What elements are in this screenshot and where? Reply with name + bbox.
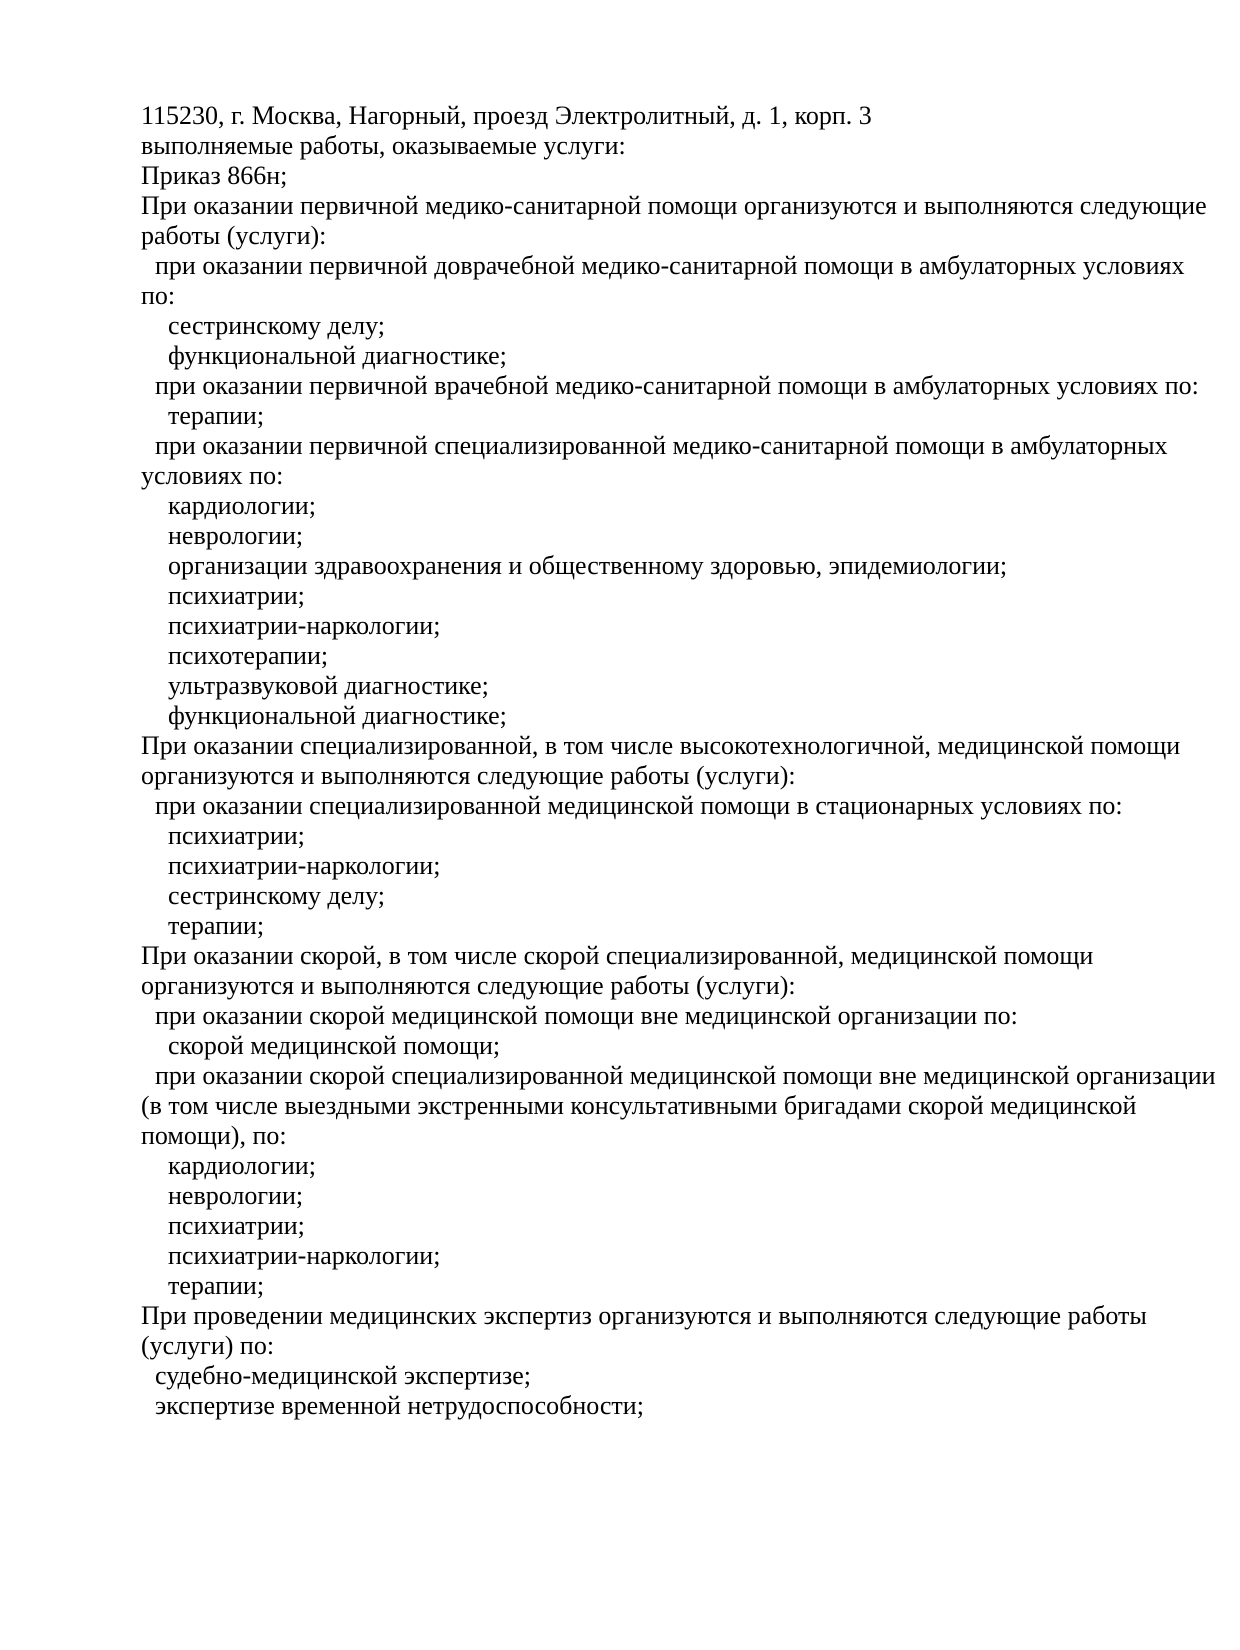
document-line: При оказании скорой, в том числе скорой специализированной, медицинской помощи	[141, 941, 1094, 970]
document-line: работы (услуги):	[141, 221, 327, 250]
document-line: условиях по:	[141, 461, 284, 490]
document-line: психиатрии-наркологии;	[168, 851, 441, 880]
document-line: психиатрии-наркологии;	[168, 611, 441, 640]
document-line: организуются и выполняются следующие работы (услуги):	[141, 761, 796, 790]
document-line: психиатрии-наркологии;	[168, 1241, 441, 1270]
document-line: при оказании первичной врачебной медико-санитарной помощи в амбулаторных условиях по:	[155, 371, 1199, 400]
document-line: сестринскому делу;	[168, 311, 386, 340]
document-line: при оказании первичной специализированной медико-санитарной помощи в амбулаторных	[155, 431, 1168, 460]
document-text-block	[141, 101, 1216, 1421]
document-line: психиатрии;	[168, 1211, 305, 1240]
document-line: при оказании специализированной медицинской помощи в стационарных условиях по:	[155, 791, 1123, 820]
document-line: При оказании первичной медико-санитарной помощи организуются и выполняются следующие	[141, 191, 1207, 220]
document-line: при оказании первичной доврачебной медико-санитарной помощи в амбулаторных условиях	[155, 251, 1185, 280]
document-line: экспертизе временной нетрудоспособности;	[155, 1391, 644, 1420]
document-line: При проведении медицинских экспертиз организуются и выполняются следующие работы	[141, 1301, 1147, 1330]
document-line: при оказании скорой специализированной медицинской помощи вне медицинской организации	[155, 1061, 1216, 1090]
document-line: организуются и выполняются следующие работы (услуги):	[141, 971, 796, 1000]
document-line: ультразвуковой диагностике;	[168, 671, 489, 700]
document-line: функциональной диагностике;	[168, 341, 507, 370]
document-line: Приказ 866н;	[141, 161, 288, 190]
document-line: терапии;	[168, 401, 265, 430]
document-line: неврологии;	[168, 1181, 304, 1210]
document-line: психиатрии;	[168, 581, 305, 610]
document-line: кардиологии;	[168, 491, 316, 520]
document-line: неврологии;	[168, 521, 304, 550]
document-line: скорой медицинской помощи;	[168, 1031, 501, 1060]
document-line: помощи), по:	[141, 1121, 287, 1150]
document-line: выполняемые работы, оказываемые услуги:	[141, 131, 626, 160]
document-line: судебно-медицинской экспертизе;	[155, 1361, 532, 1390]
document-line: по:	[141, 281, 176, 310]
document-line: психиатрии;	[168, 821, 305, 850]
document-line: психотерапии;	[168, 641, 329, 670]
document-line: кардиологии;	[168, 1151, 316, 1180]
document-line: При оказании специализированной, в том числе высокотехнологичной, медицинской помощи	[141, 731, 1181, 760]
document-line: сестринскому делу;	[168, 881, 386, 910]
document-line: организации здравоохранения и общественному здоровью, эпидемиологии;	[168, 551, 1008, 580]
document-line: 115230, г. Москва, Нагорный, проезд Электролитный, д. 1, корп. 3	[141, 101, 872, 130]
document-line: терапии;	[168, 1271, 265, 1300]
document-line: (в том числе выездными экстренными консультативными бригадами скорой медицинской	[141, 1091, 1137, 1120]
document-line: при оказании скорой медицинской помощи вне медицинской организации по:	[155, 1001, 1018, 1030]
document-line: (услуги) по:	[141, 1331, 275, 1360]
document-line: функциональной диагностике;	[168, 701, 507, 730]
document-line: терапии;	[168, 911, 265, 940]
